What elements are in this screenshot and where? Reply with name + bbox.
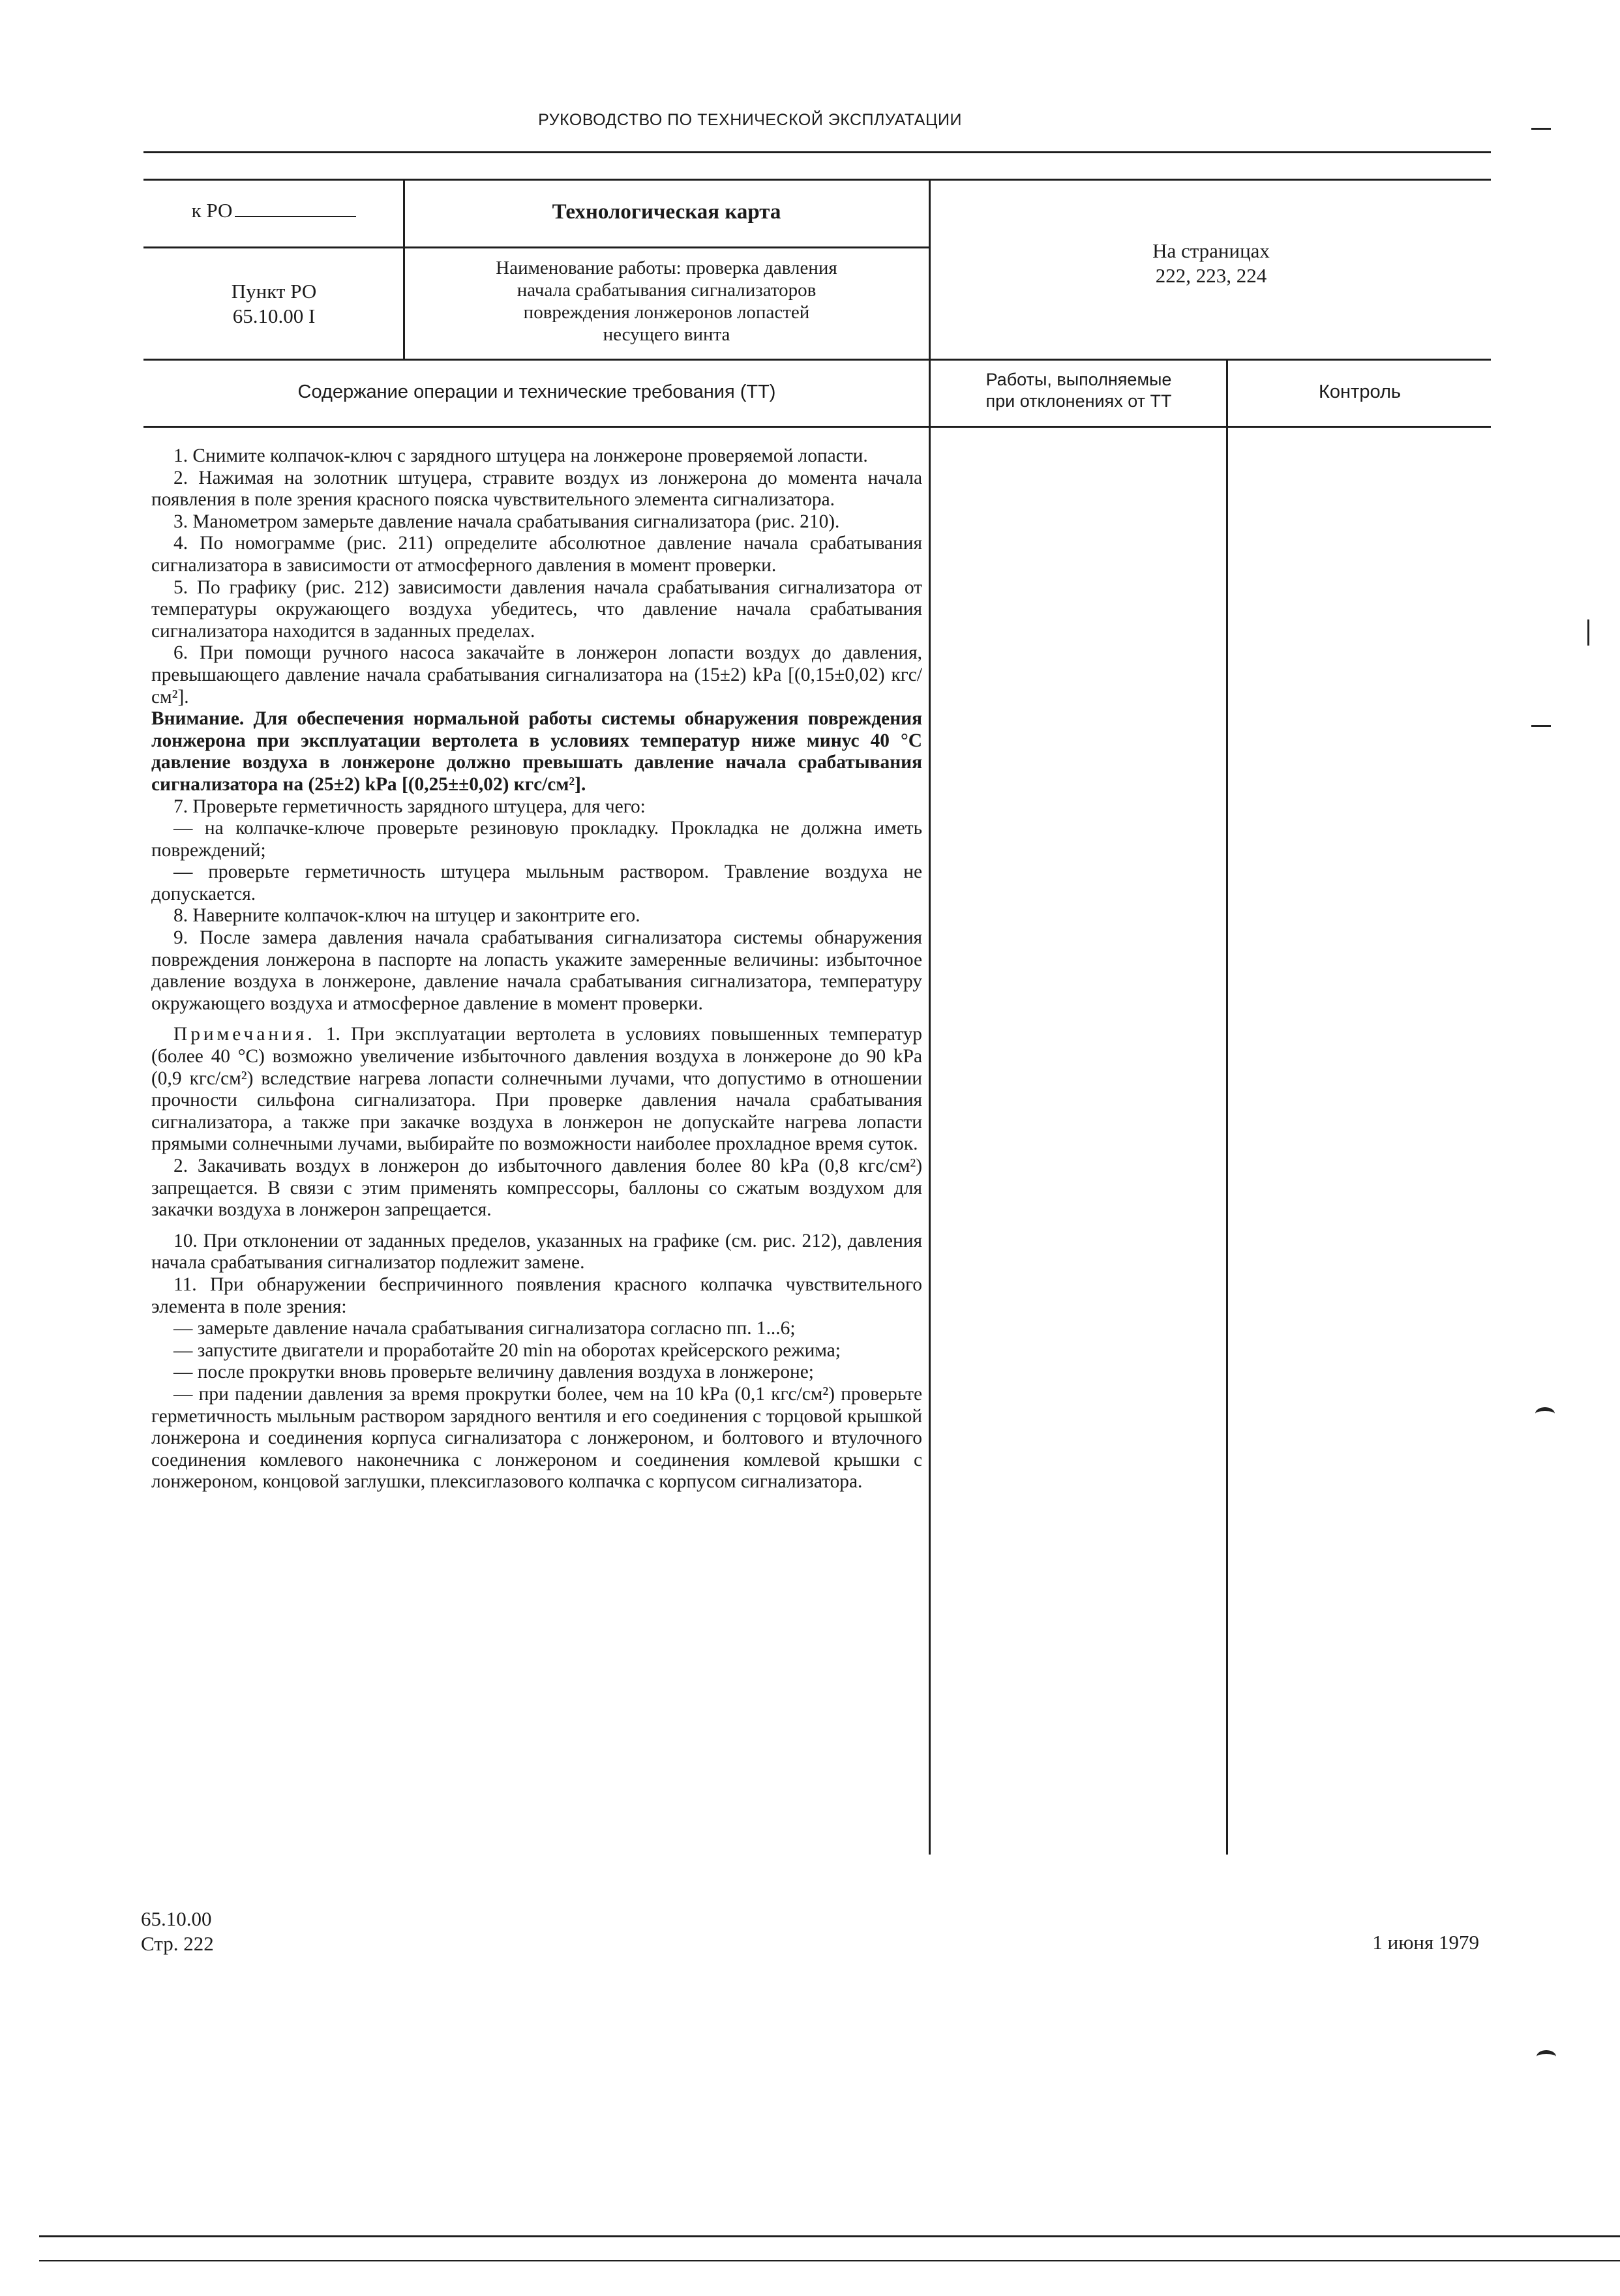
- step-7-item: — на колпачке-ключе проверьте резиновую прокладку. Прокладка не должна иметь повреждений;: [151, 818, 922, 861]
- pages-cell: [931, 239, 1491, 288]
- header-row-rule: [143, 246, 930, 248]
- operation-content: [151, 445, 922, 1493]
- bottom-rule: [39, 2235, 1620, 2237]
- step-2: 2. Нажимая на золотник штуцера, стравите воздух из лонжерона до момента начала появления в поле зрения красного пояска чувствительного элемента сигнализатора.: [151, 467, 922, 511]
- margin-tick-mark: [1587, 619, 1589, 646]
- margin-dash-mark: [1531, 128, 1551, 130]
- item-cell: [145, 279, 403, 329]
- bottom-rule-thin: [39, 2260, 1620, 2261]
- footer-left: [141, 1907, 214, 1956]
- margin-dash-mark: [1531, 725, 1551, 727]
- header-divider-2: [929, 180, 931, 1855]
- work-name-line: повреждения лонжеронов лопастей: [523, 302, 810, 323]
- step-9: 9. После замера давления начала срабатывания сигнализатора системы обнаружения повреждения лонжерона в паспорте на лопасть укажите замеренные величины: избыточное давление воздуха в лонжероне, давление начала срабатывания сигнализатора, температуру окружающего воздуха и атмосферное давление в момент проверки.: [151, 927, 922, 1014]
- item-label: Пункт РО: [231, 280, 317, 303]
- step-11: 11. При обнаружении беспричинного появления красного колпачка чувствительного элемента в поле зрения:: [151, 1274, 922, 1317]
- ref-blank: [235, 216, 356, 217]
- step-8: 8. Наверните колпачок-ключ на штуцер и законтрите его.: [173, 905, 640, 927]
- work-name-line: начала срабатывания сигнализаторов: [517, 280, 817, 301]
- footer-date: 1 июня 1979: [1372, 1931, 1479, 1954]
- pages-label: На страницах: [1152, 239, 1270, 262]
- step-6: 6. При помощи ручного насоса закачайте в лонжерон лопасти воздух до давления, превышающего давление начала срабатывания сигнализатора на (15±2) kPa [(0,15±0,02) кгс/см²].: [151, 642, 922, 708]
- step-7: 7. Проверьте герметичность зарядного штуцера, для чего:: [173, 796, 646, 817]
- step-4: 4. По номограмме (рис. 211) определите абсолютное давление начала срабатывания сигнализатора в зависимости от атмосферного давления в момент проверки.: [151, 533, 922, 576]
- step-3: 3. Манометром замерьте давление начала срабатывания сигнализатора (рис. 210).: [173, 511, 840, 532]
- pages-value: 222, 223, 224: [1155, 264, 1267, 287]
- card-title: Технологическая карта: [552, 200, 781, 224]
- item-number: 65.10.00 I: [232, 305, 316, 327]
- columns-bottom-rule: [143, 426, 1491, 428]
- notes-label: Примечания.: [173, 1024, 316, 1045]
- footer-section-number: 65.10.00: [141, 1907, 212, 1930]
- work-name-cell: [404, 257, 929, 346]
- note-2: 2. Закачивать воздух в лонжерон до избыточного давления более 80 kPa (0,8 кгс/см²) запрещается. В связи с этим применять компрессоры, баллоны со сжатым воздухом для закачки воздуха в лонжерон запрещается.: [151, 1155, 922, 1221]
- running-head: РУКОВОДСТВО ПО ТЕХНИЧЕСКОЙ ЭКСПЛУАТАЦИИ: [538, 111, 962, 129]
- work-name-line: несущего винта: [603, 324, 730, 345]
- column-divider-control: [1226, 360, 1228, 1855]
- column-header-deviation: [931, 369, 1226, 412]
- step-1: 1. Снимите колпачок-ключ с зарядного штуцера на лонжероне проверяемой лопасти.: [173, 445, 868, 466]
- step-11-item: — запустите двигатели и проработайте 20 min на оборотах крейсерского режима;: [173, 1339, 841, 1361]
- table-top-rule: [143, 179, 1491, 181]
- punch-hole-icon: [1537, 2050, 1556, 2063]
- ref-label: к РО: [191, 199, 233, 222]
- column-header-control: Контроль: [1319, 381, 1401, 402]
- ref-cell: [145, 198, 403, 223]
- header-bottom-rule: [143, 359, 1491, 361]
- note-1: 1. При эксплуатации вертолета в условиях повышенных температур (более 40 °C) возможно увеличение избыточного давления воздуха в лонжероне до 90 kPa (0,9 кгс/см²) вследствие нагрева лопасти солнечными лучами, что допустимо в отношении прочности сильфона сигнализатора. При проверке давления начала срабатывания сигнализатора, а также при закачке воздуха в лонжерон не допускайте нагрева лопасти прямыми солнечными лучами, выбирайте по возможности наиболее прохладное время суток.: [151, 1024, 922, 1155]
- deviation-line: Работы, выполняемые: [985, 370, 1172, 389]
- footer-page-number: Стр. 222: [141, 1932, 214, 1955]
- column-header-content: Содержание операции и технические требования (ТТ): [297, 381, 776, 402]
- warning-note: Внимание. Для обеспечения нормальной работы системы обнаружения повреждения лонжерона при эксплуатации вертолета в условиях температур ниже минус 40 °C давление воздуха в лонжероне должно превышать давление начала срабатывания сигнализатора на (25±2) kPa [(0,25±±0,02) кгс/см²].: [151, 708, 922, 795]
- step-11-item: — при падении давления за время прокрутки более, чем на 10 kPa (0,1 кгс/см²) проверьте герметичность мыльным раствором зарядного вентиля и его соединения с торцовой крышкой лонжерона и соединения корпуса сигнализатора с лонжероном, и болтового и втулочного соединения комлевого наконечника с лонжероном и соединения комлевой крышки с лонжероном, концовой заглушки, плексиглазового колпачка с корпусом сигнализатора.: [151, 1383, 922, 1493]
- step-11-item: — после прокрутки вновь проверьте величину давления воздуха в лонжероне;: [173, 1362, 814, 1383]
- top-rule: [143, 151, 1491, 153]
- step-11-item: — замерьте давление начала срабатывания сигнализатора согласно пп. 1...6;: [173, 1318, 796, 1339]
- step-7-item: — проверьте герметичность штуцера мыльным раствором. Травление воздуха не допускается.: [151, 861, 922, 904]
- deviation-line: при отклонениях от ТТ: [985, 391, 1172, 411]
- step-5: 5. По графику (рис. 212) зависимости давления начала срабатывания сигнализатора от температуры окружающего воздуха убедитесь, что давление начала срабатывания сигнализатора находится в заданных пределах.: [151, 576, 922, 642]
- step-10: 10. При отклонении от заданных пределов, указанных на графике (см. рис. 212), давления начала срабатывания сигнализатор подлежит замене.: [151, 1230, 922, 1274]
- work-name-line: Наименование работы: проверка давления: [496, 258, 837, 278]
- note-1-paragraph: [151, 1024, 922, 1155]
- punch-hole-icon: [1535, 1407, 1555, 1420]
